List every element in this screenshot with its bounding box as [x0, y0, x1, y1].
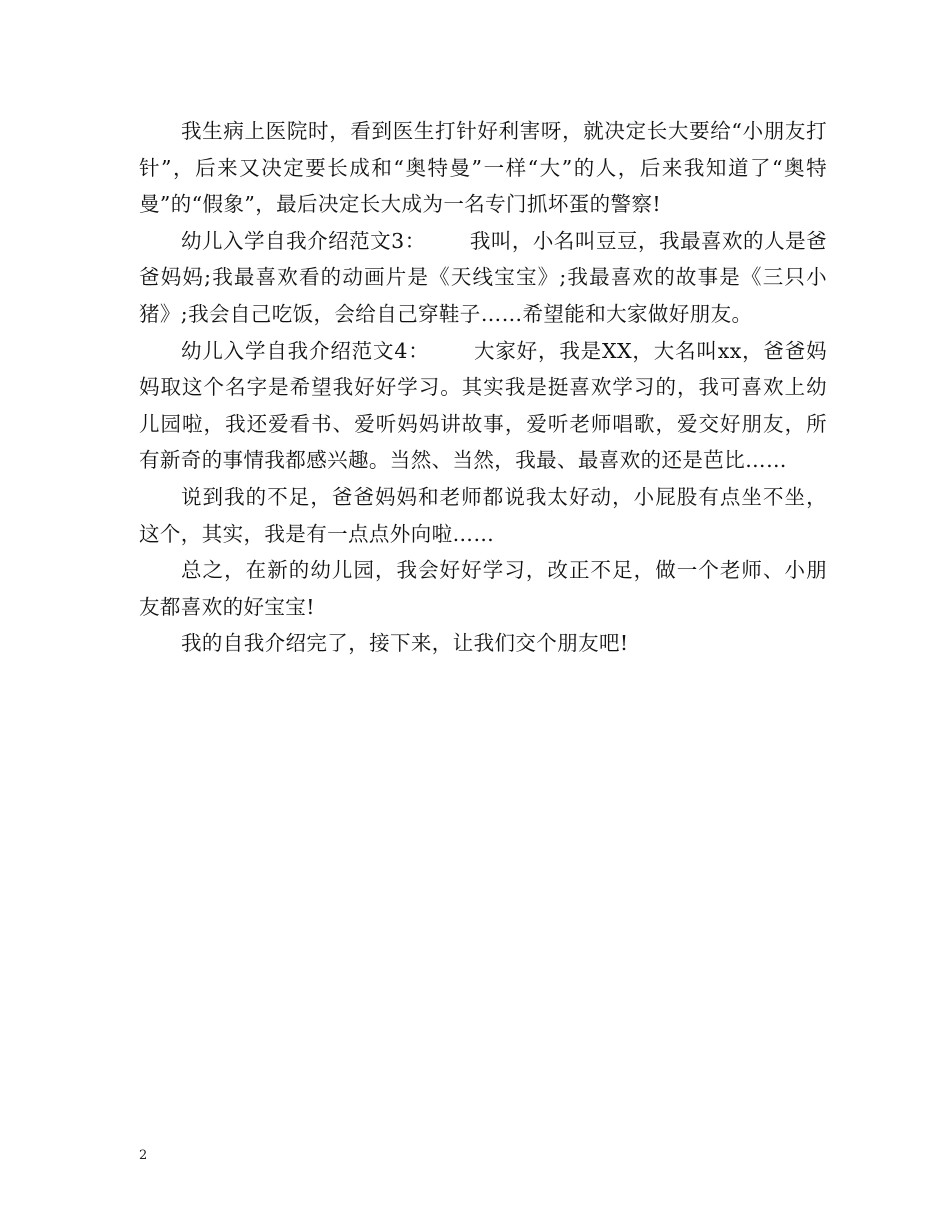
document-body	[139, 113, 827, 662]
paragraph-shortcomings	[139, 479, 827, 552]
paragraph-hospital	[139, 113, 827, 223]
paragraph-conclusion	[139, 552, 827, 625]
sample-4-heading: 幼儿入学自我介绍范文4：	[181, 338, 430, 363]
sample-3-text: 我叫，小名叫豆豆，我最喜欢的人是爸爸妈妈;我最喜欢看的动画片是《天线宝宝》;我最喜欢的故事是《三只小猪》;我会自己吃饭，会给自己穿鞋子……希望能和大家做好朋友。	[139, 228, 827, 326]
paragraph-text: 总之，在新的幼儿园，我会好好学习，改正不足，做一个老师、小朋友都喜欢的好宝宝!	[139, 558, 827, 619]
page-number: 2	[139, 1148, 148, 1163]
sample-3-heading: 幼儿入学自我介绍范文3：	[181, 228, 426, 253]
paragraph-closing	[139, 625, 827, 662]
paragraph-sample-4	[139, 333, 827, 479]
paragraph-text: 我生病上医院时，看到医生打针好利害呀，就决定长大要给“小朋友打针”，后来又决定要长成和“奥特曼”一样“大”的人，后来我知道了“奥特曼”的“假象”，最后决定长大成为一名专门抓坏蛋的警察!	[139, 119, 827, 217]
paragraph-sample-3	[139, 223, 827, 333]
paragraph-text: 说到我的不足，爸爸妈妈和老师都说我太好动，小屁股有点坐不坐，这个，其实，我是有一点点外向啦……	[139, 484, 827, 546]
paragraph-text: 我的自我介绍完了，接下来，让我们交个朋友吧!	[181, 631, 629, 656]
sample-4-text: 大家好，我是XX，大名叫xx，爸爸妈妈取这个名字是希望我好好学习。其实我是挺喜欢学习的，我可喜欢上幼儿园啦，我还爱看书、爱听妈妈讲故事，爱听老师唱歌，爱交好朋友，所有新奇的事情我都感兴趣。当然、当然，我最、最喜欢的还是芭比……	[139, 338, 827, 473]
